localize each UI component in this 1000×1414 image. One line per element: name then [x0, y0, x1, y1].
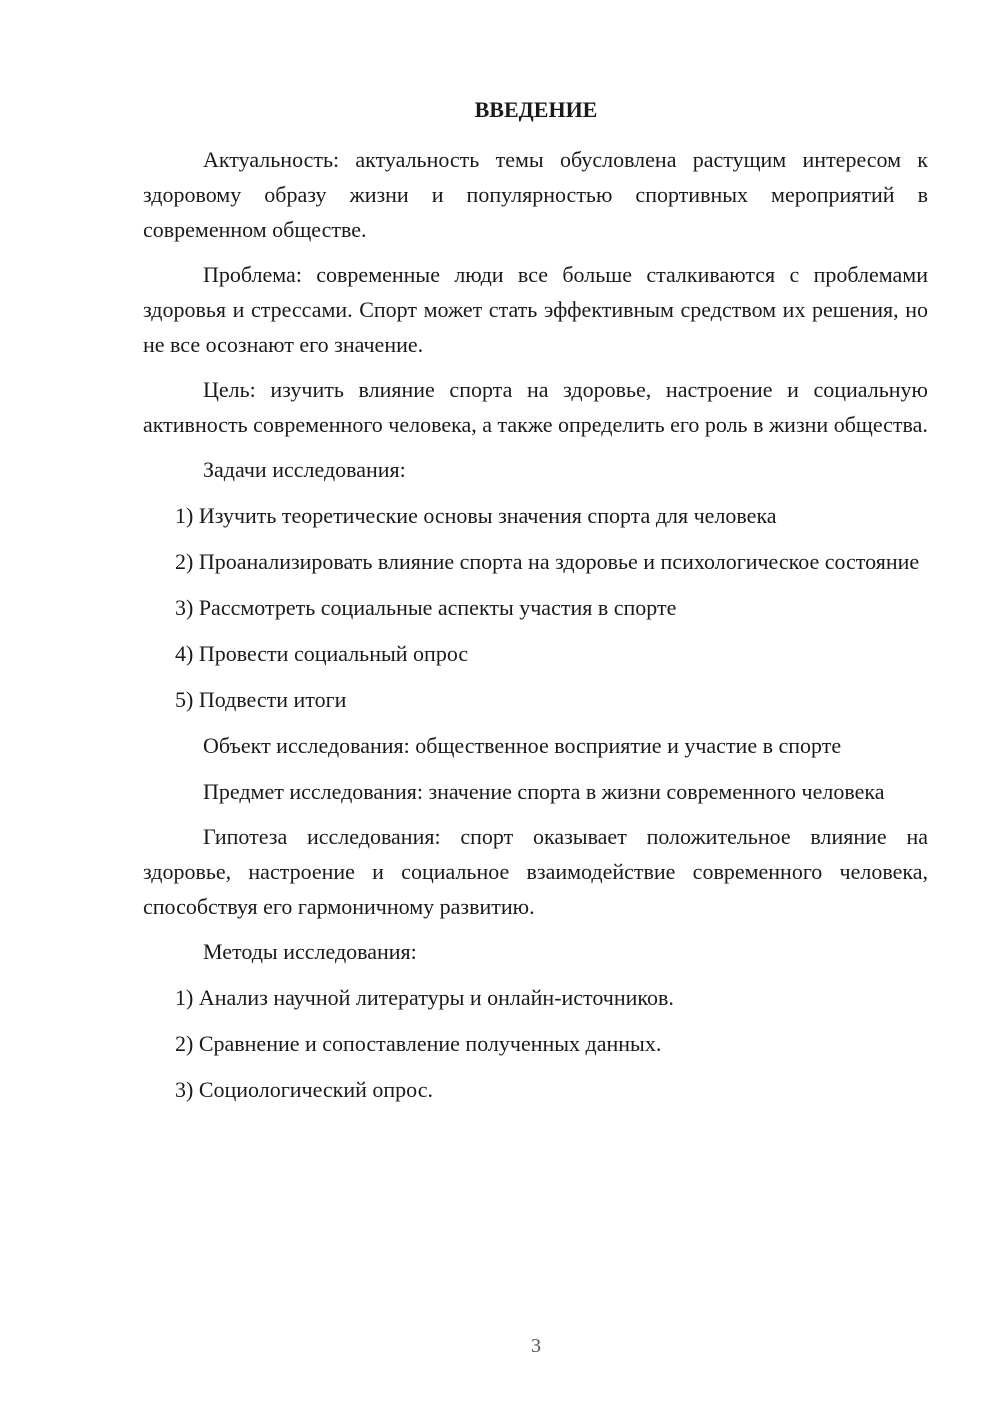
method-item: 1) Анализ научной литературы и онлайн-источников.: [175, 985, 674, 1010]
paragraph-relevance: Актуальность: актуальность темы обусловлена растущим интересом к здоровому образу жизни и популярностью спортивных мероприятий в современном обществе.: [143, 147, 928, 242]
paragraph-subject: Предмет исследования: значение спорта в жизни современного человека: [203, 779, 885, 804]
task-item: 4) Провести социальный опрос: [175, 641, 469, 666]
page-content: [143, 142, 928, 1118]
paragraph-goal: Цель: изучить влияние спорта на здоровье, настроение и социальную активность современного человека, а также определить его роль в жизни общества.: [143, 377, 928, 437]
page-title: ВВЕДЕНИЕ: [474, 97, 598, 122]
tasks-heading: Задачи исследования:: [203, 457, 406, 482]
task-item: 3) Рассмотреть социальные аспекты участия в спорте: [175, 595, 677, 620]
task-item: 2) Проанализировать влияние спорта на здоровье и психологическое состояние: [175, 549, 920, 574]
page-number: 3: [531, 1335, 541, 1357]
paragraph-hypothesis: Гипотеза исследования: спорт оказывает положительное влияние на здоровье, настроение и социальное взаимодействие современного человека, способствуя его гармоничному развитию.: [143, 824, 928, 919]
paragraph-object: Объект исследования: общественное восприятие и участие в спорте: [203, 733, 842, 758]
task-item: 1) Изучить теоретические основы значения спорта для человека: [175, 503, 777, 528]
method-item: 2) Сравнение и сопоставление полученных данных.: [175, 1031, 662, 1056]
methods-heading: Методы исследования:: [203, 939, 417, 964]
paragraph-problem: Проблема: современные люди все больше сталкиваются с проблемами здоровья и стрессами. Спорт может стать эффективным средством их решения, но не все осознают его значение.: [143, 262, 928, 357]
task-item: 5) Подвести итоги: [175, 687, 347, 712]
method-item: 3) Социологический опрос.: [175, 1077, 433, 1102]
